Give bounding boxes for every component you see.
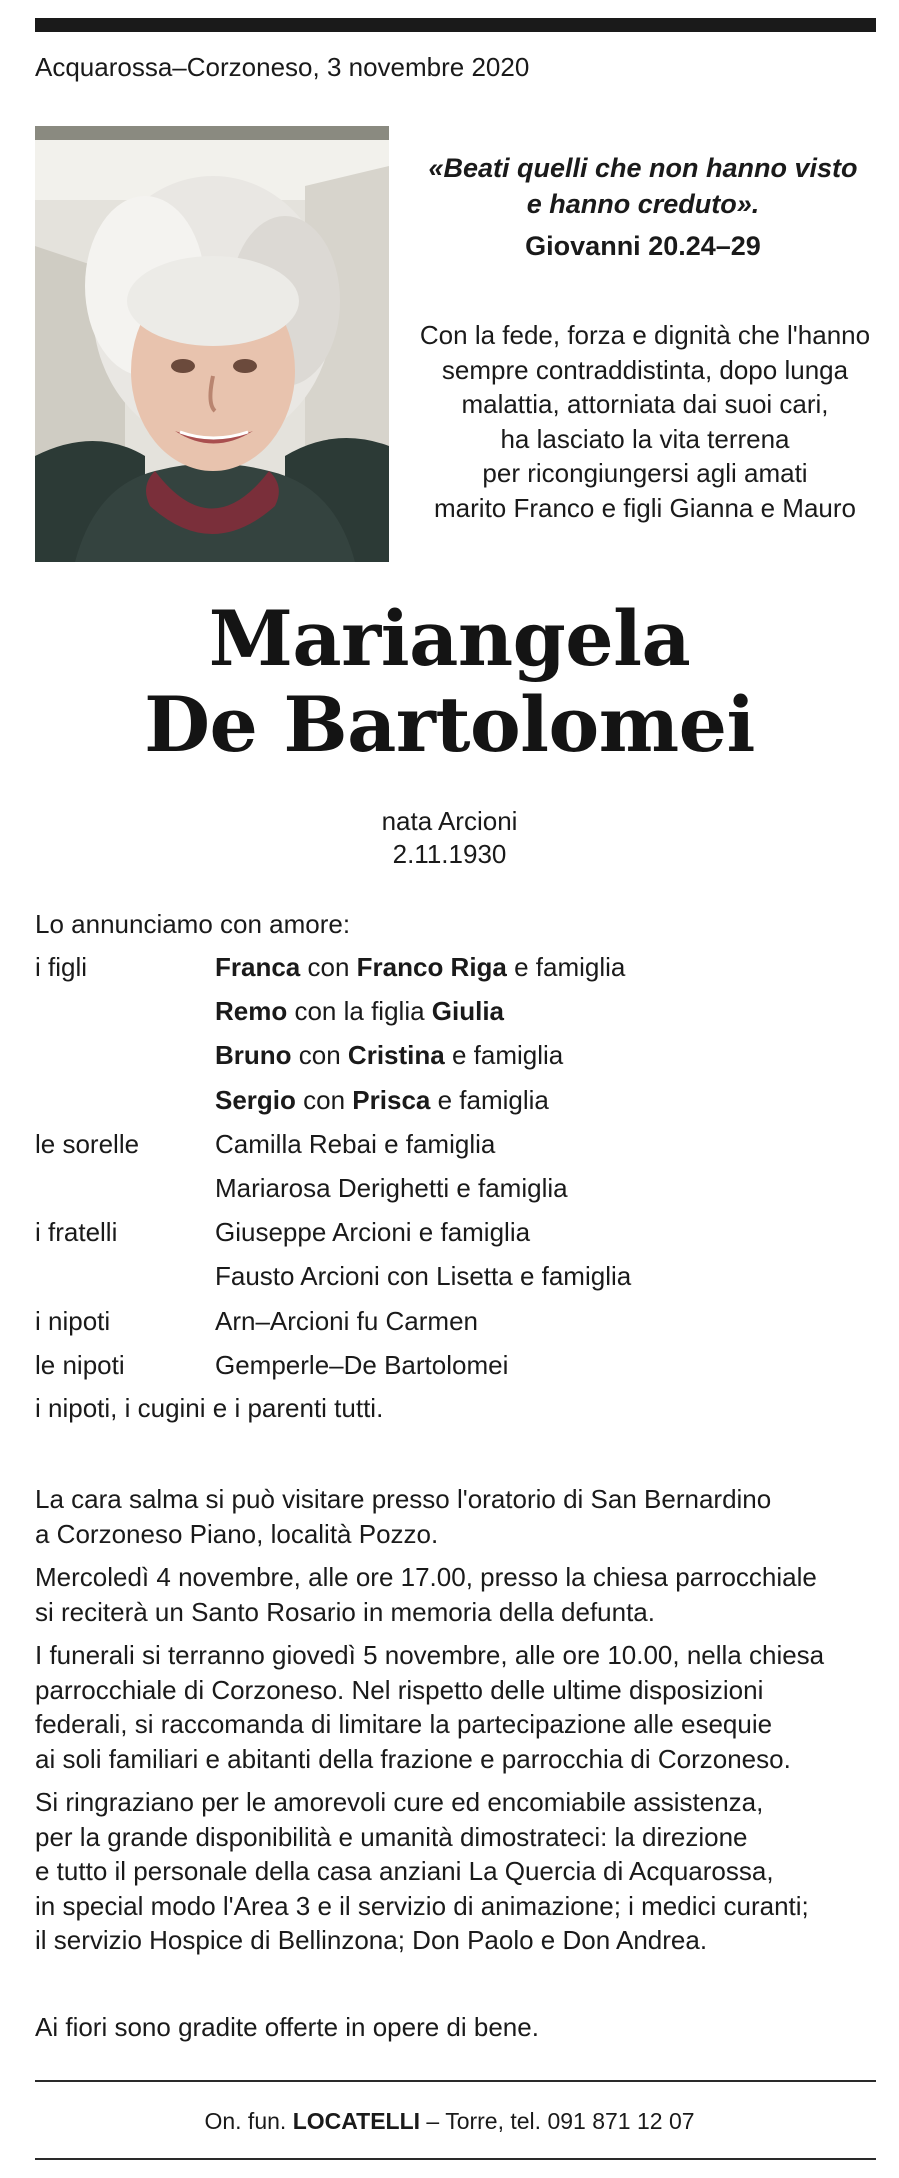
family-names <box>215 1215 530 1249</box>
info-paragraph <box>35 1638 885 1776</box>
family-row <box>35 950 895 994</box>
paragraph-line: a Corzoneso Piano, località Pozzo. <box>35 1518 439 1549</box>
family-relation: le sorelle <box>35 1128 140 1159</box>
family-row <box>35 1304 895 1348</box>
quote-line: «Beati quelli che non hanno visto <box>428 153 858 183</box>
top-rule <box>35 18 876 32</box>
info-paragraph <box>35 1785 885 1958</box>
family-row <box>35 994 895 1038</box>
intro-line: Con la fede, forza e dignità che l'hanno <box>419 320 871 350</box>
family-names <box>215 950 625 984</box>
paragraph-line: La cara salma si può visitare presso l'oratorio di San Bernardino <box>35 1484 772 1514</box>
family-name-text: Camilla Rebai e famiglia <box>215 1128 496 1159</box>
family-name-bold: Sergio <box>215 1084 296 1115</box>
family-name-text: Fausto Arcioni con Lisetta e famiglia <box>215 1261 632 1292</box>
intro-line: per ricongiungersi agli amati <box>482 458 808 488</box>
first-name: Mariangela <box>208 594 691 683</box>
paragraph-line: ai soli familiari e abitanti della frazione e parrocchia di Corzoneso. <box>35 1743 791 1774</box>
family-names <box>215 1083 549 1117</box>
family-names <box>215 1038 563 1072</box>
announcement: Lo annunciamo con amore: <box>35 909 351 939</box>
paragraph-line: e tutto il personale della casa anziani La Quercia di Acquarossa, <box>35 1856 774 1886</box>
info-paragraph <box>35 1560 885 1629</box>
family-names <box>215 1304 478 1338</box>
footer-rule-top <box>35 2080 876 2082</box>
family-name-text: con <box>295 1084 353 1115</box>
paragraph-line: Mercoledì 4 novembre, alle ore 17.00, presso la chiesa parrocchiale <box>35 1562 817 1592</box>
family-name-text: Mariarosa Derighetti e famiglia <box>215 1172 568 1203</box>
family-name-bold: Cristina <box>347 1040 445 1071</box>
info-paragraph <box>35 1482 885 1551</box>
quote-block <box>410 150 876 264</box>
portrait-photo <box>35 126 389 562</box>
family-name-text: Giuseppe Arcioni e famiglia <box>215 1217 531 1248</box>
family-row <box>35 1083 895 1127</box>
paragraph-line: I funerali si terranno giovedì 5 novembre, alle ore 10.00, nella chiesa <box>35 1640 825 1670</box>
family-names <box>215 1171 568 1205</box>
family-name-text: e famiglia <box>444 1040 564 1071</box>
family-name-text: Arn–Arcioni fu Carmen <box>215 1305 478 1336</box>
family-relation: i figli <box>35 952 88 982</box>
details-paragraphs <box>35 1482 885 1967</box>
family-row <box>35 1127 895 1171</box>
family-name-text: con <box>291 1040 348 1071</box>
maiden-name: nata Arcioni <box>381 806 518 836</box>
paragraph-line: Si ringraziano per le amorevoli cure ed encomiabile assistenza, <box>35 1787 764 1817</box>
family-name-text: e famiglia <box>430 1084 549 1115</box>
family-list <box>35 950 895 1392</box>
family-row <box>35 1171 895 1215</box>
last-name: De Bartolomei <box>144 680 755 769</box>
family-relation: i nipoti <box>35 1305 111 1336</box>
intro-text <box>400 318 890 525</box>
family-row <box>35 1038 895 1082</box>
portrait-image <box>35 126 389 562</box>
footer-rule-bottom <box>35 2158 876 2160</box>
intro-line: marito Franco e figli Gianna e Mauro <box>434 492 856 523</box>
intro-line: malattia, attorniata dai suoi cari, <box>461 389 829 419</box>
intro-line: ha lasciato la vita terrena <box>500 423 790 454</box>
footer-company: LOCATELLI <box>292 2108 421 2134</box>
family-name-bold: Prisca <box>352 1084 431 1115</box>
footer-prefix: On. fun. <box>204 2108 293 2134</box>
family-relation: i fratelli <box>35 1217 118 1248</box>
family-row <box>35 1215 895 1259</box>
quote-source: Giovanni 20.24–29 <box>525 231 761 261</box>
family-names <box>215 1127 495 1161</box>
paragraph-line: federali, si raccomanda di limitare la partecipazione alle esequie <box>35 1709 773 1739</box>
quote-line: e hanno creduto». <box>526 189 760 219</box>
family-names <box>215 1259 631 1293</box>
footer-suffix: – Torre, tel. 091 871 12 07 <box>420 2108 695 2134</box>
family-name-text: con la figlia <box>287 996 432 1027</box>
paragraph-line: si reciterà un Santo Rosario in memoria della defunta. <box>35 1596 655 1627</box>
family-name-bold: Franca <box>215 952 301 982</box>
dateline: Acquarossa–Corzoneso, 3 novembre 2020 <box>35 52 530 82</box>
paragraph-line: il servizio Hospice di Bellinzona; Don Paolo e Don Andrea. <box>35 1925 708 1955</box>
birth-date: 2.11.1930 <box>392 839 507 869</box>
family-name-text: con <box>300 952 357 982</box>
family-name-text: Gemperle–De Bartolomei <box>215 1349 509 1380</box>
family-row <box>35 1348 895 1392</box>
family-name-bold: Giulia <box>431 996 505 1027</box>
family-name-bold: Franco Riga <box>356 952 507 982</box>
closing-line: i nipoti, i cugini e i parenti tutti. <box>35 1393 384 1423</box>
family-relation: le nipoti <box>35 1349 125 1380</box>
family-names <box>215 994 504 1028</box>
family-name-bold: Remo <box>215 996 288 1027</box>
family-name-text: e famiglia <box>506 952 626 982</box>
intro-line: sempre contraddistinta, dopo lunga <box>441 354 849 385</box>
funeral-home-footer <box>0 2106 899 2136</box>
paragraph-line: per la grande disponibilità e umanità dimostrateci: la direzione <box>35 1821 748 1852</box>
family-names <box>215 1348 508 1382</box>
family-row <box>35 1259 895 1303</box>
paragraph-line: parrocchiale di Corzoneso. Nel rispetto delle ultime disposizioni <box>35 1674 764 1705</box>
family-name-bold: Bruno <box>215 1040 292 1071</box>
flowers-note: Ai fiori sono gradite offerte in opere di bene. <box>35 2012 539 2042</box>
deceased-name <box>0 596 899 768</box>
paragraph-line: in special modo l'Area 3 e il servizio di animazione; i medici curanti; <box>35 1890 809 1921</box>
birth-info <box>0 805 899 871</box>
